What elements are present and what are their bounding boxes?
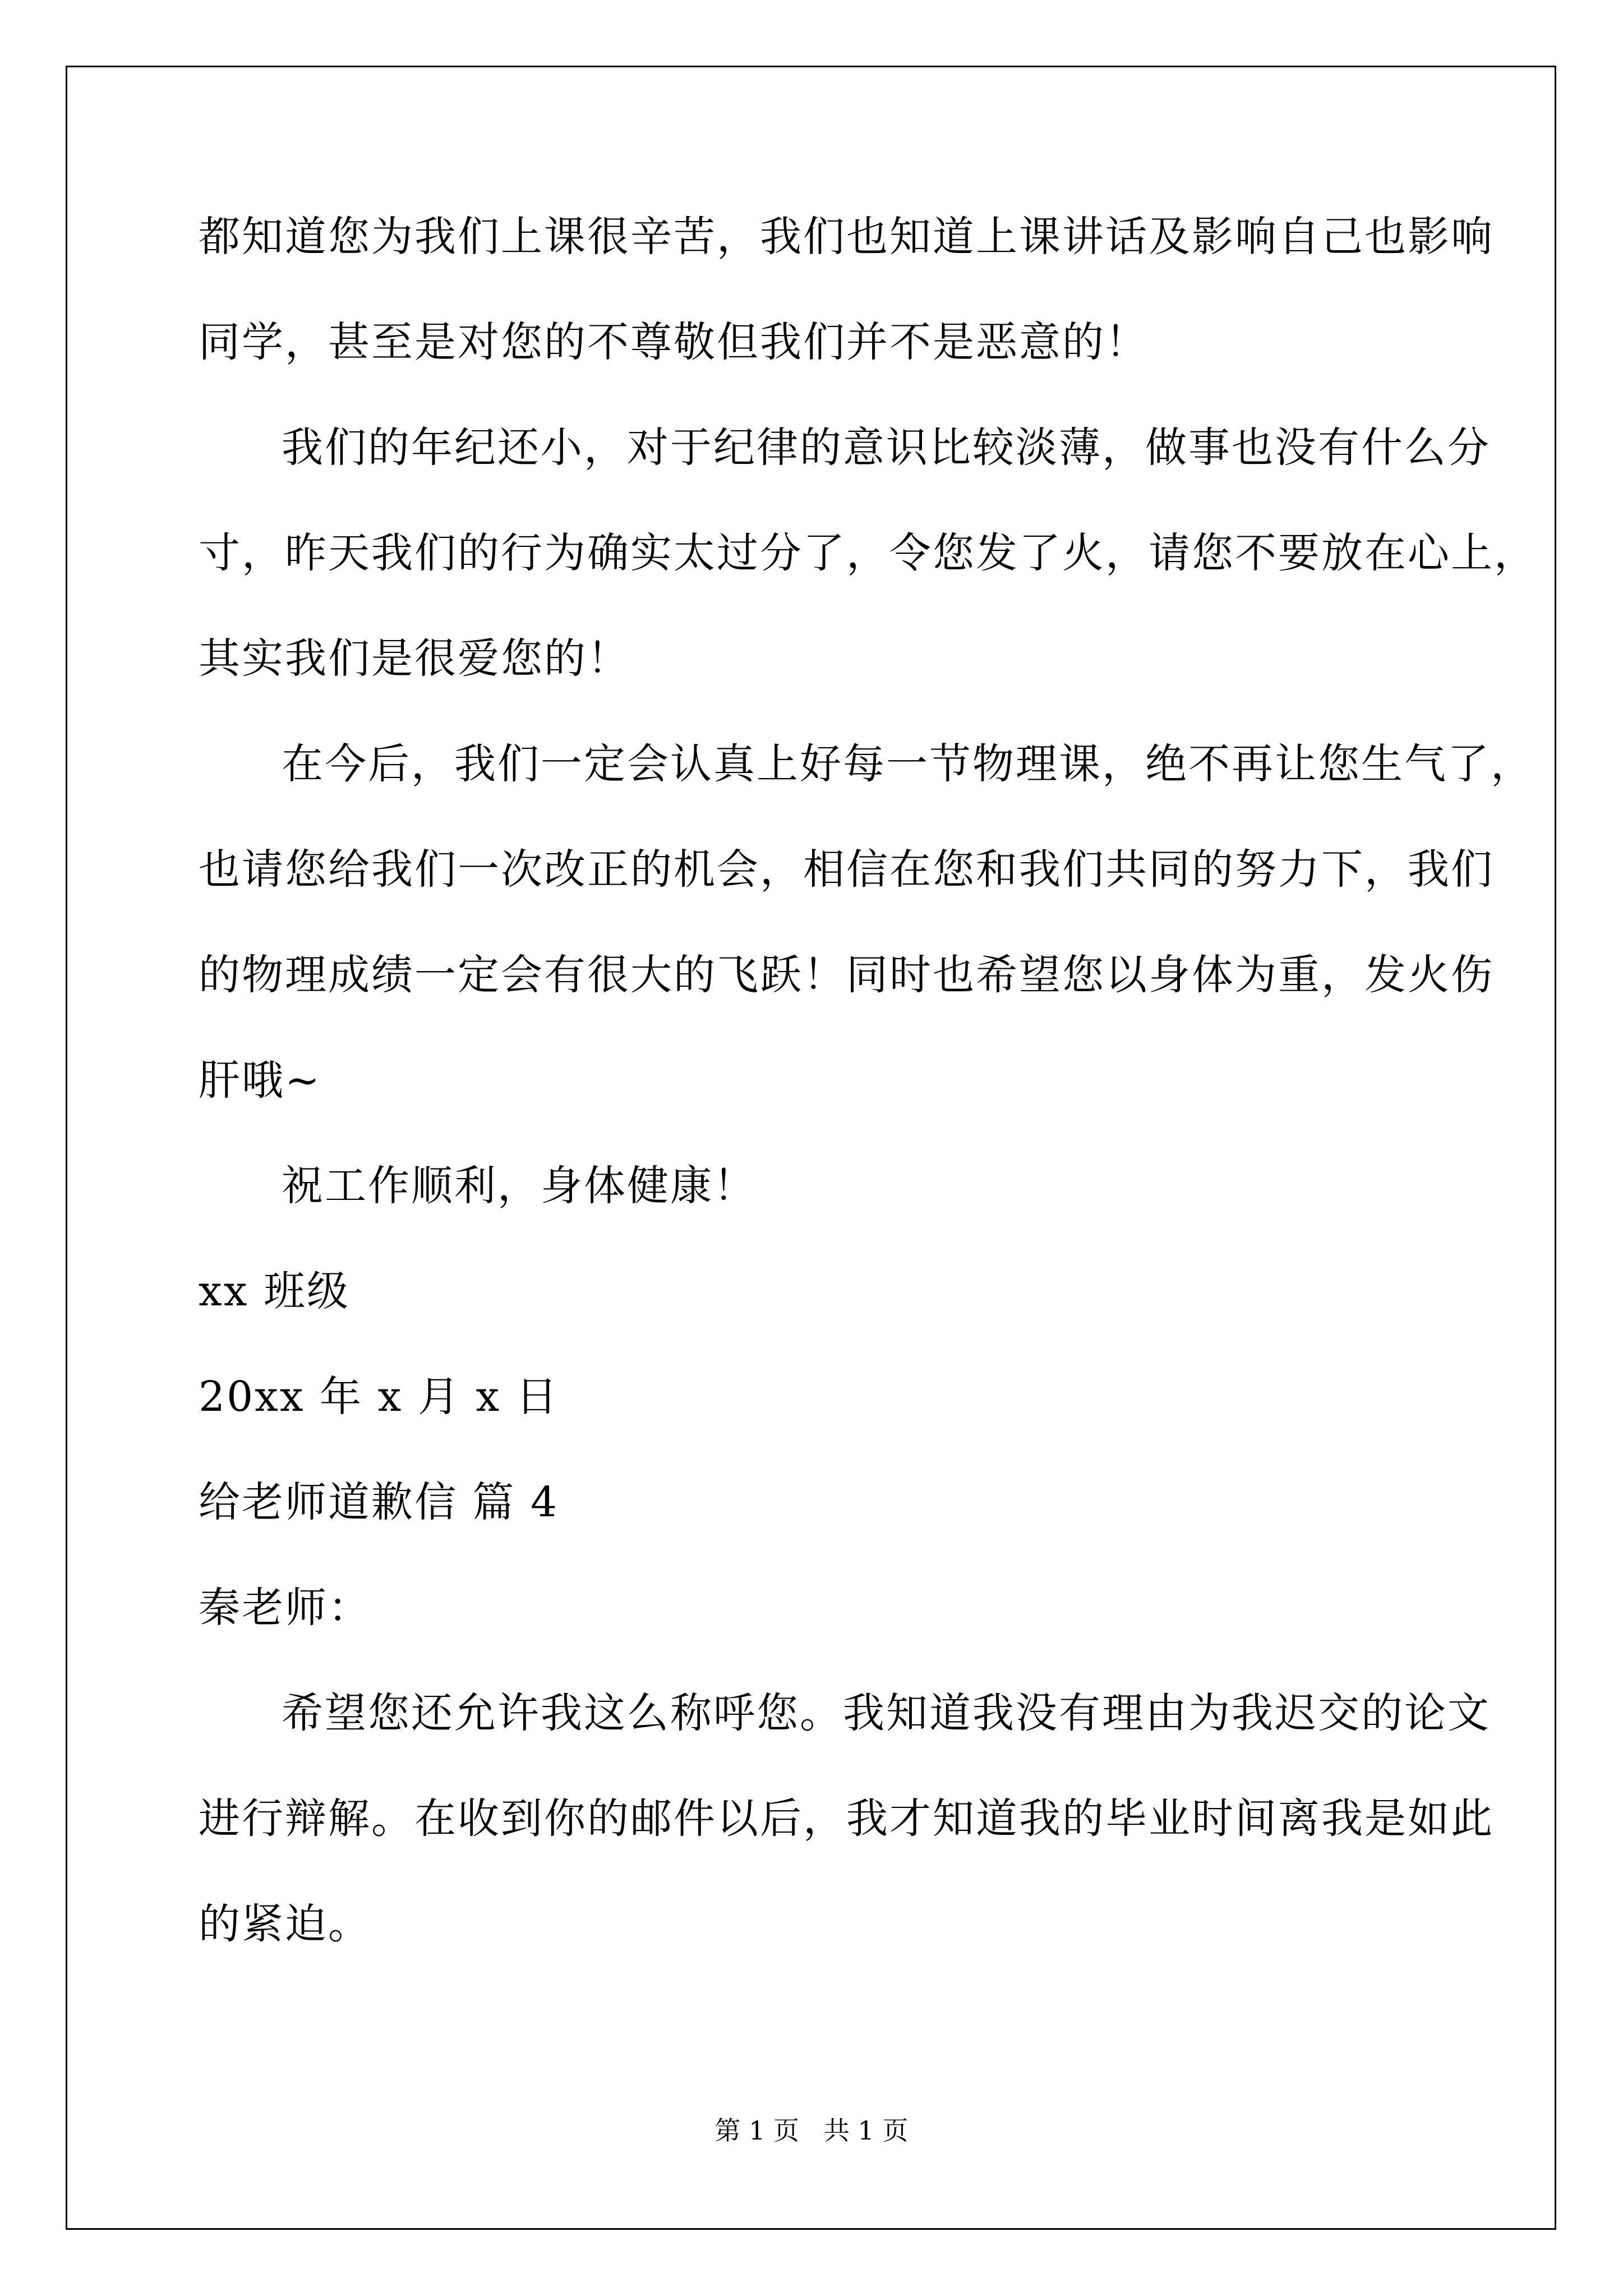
text-line: 进行辩解。在收到你的邮件以后，我才知道我的毕业时间离我是如此	[199, 1795, 1494, 1843]
paragraph-start-line: 希望您还允许我这么称呼您。我知道我没有理由为我迟交的论文	[282, 1689, 1491, 1737]
salutation: 秦老师：	[199, 1584, 371, 1632]
text-line: 也请您给我们一次改正的机会，相信在您和我们共同的努力下，我们	[199, 845, 1494, 894]
text-line: 的紧迫。	[199, 1900, 371, 1948]
text-line: 肝哦~	[199, 1056, 322, 1105]
text-line: 其实我们是很爱您的！	[199, 634, 630, 683]
signature-date: 20xx 年 x 月 x 日	[199, 1373, 559, 1421]
paragraph-start-line: 我们的年纪还小，对于纪律的意识比较淡薄，做事也没有什么分	[282, 424, 1491, 472]
closing-wishes: 祝工作顺利，身体健康！	[282, 1162, 757, 1210]
text-line: 的物理成绩一定会有很大的飞跃！同时也希望您以身体为重，发火伤	[199, 951, 1494, 999]
paragraph-start-line: 在今后，我们一定会认真上好每一节物理课，绝不再让您生气了，	[282, 740, 1534, 788]
text-line: 寸，昨天我们的行为确实太过分了，令您发了火，请您不要放在心上，	[199, 529, 1537, 577]
section-heading: 给老师道歉信 篇 4	[199, 1478, 559, 1526]
text-line: 同学，甚至是对您的不尊敬但我们并不是恶意的！	[199, 318, 1149, 366]
signature-class: xx 班级	[199, 1267, 350, 1315]
page-number-footer: 第 1 页 共 1 页	[714, 2115, 909, 2146]
text-line: 都知道您为我们上课很辛苦，我们也知道上课讲话及影响自己也影响	[199, 213, 1494, 261]
